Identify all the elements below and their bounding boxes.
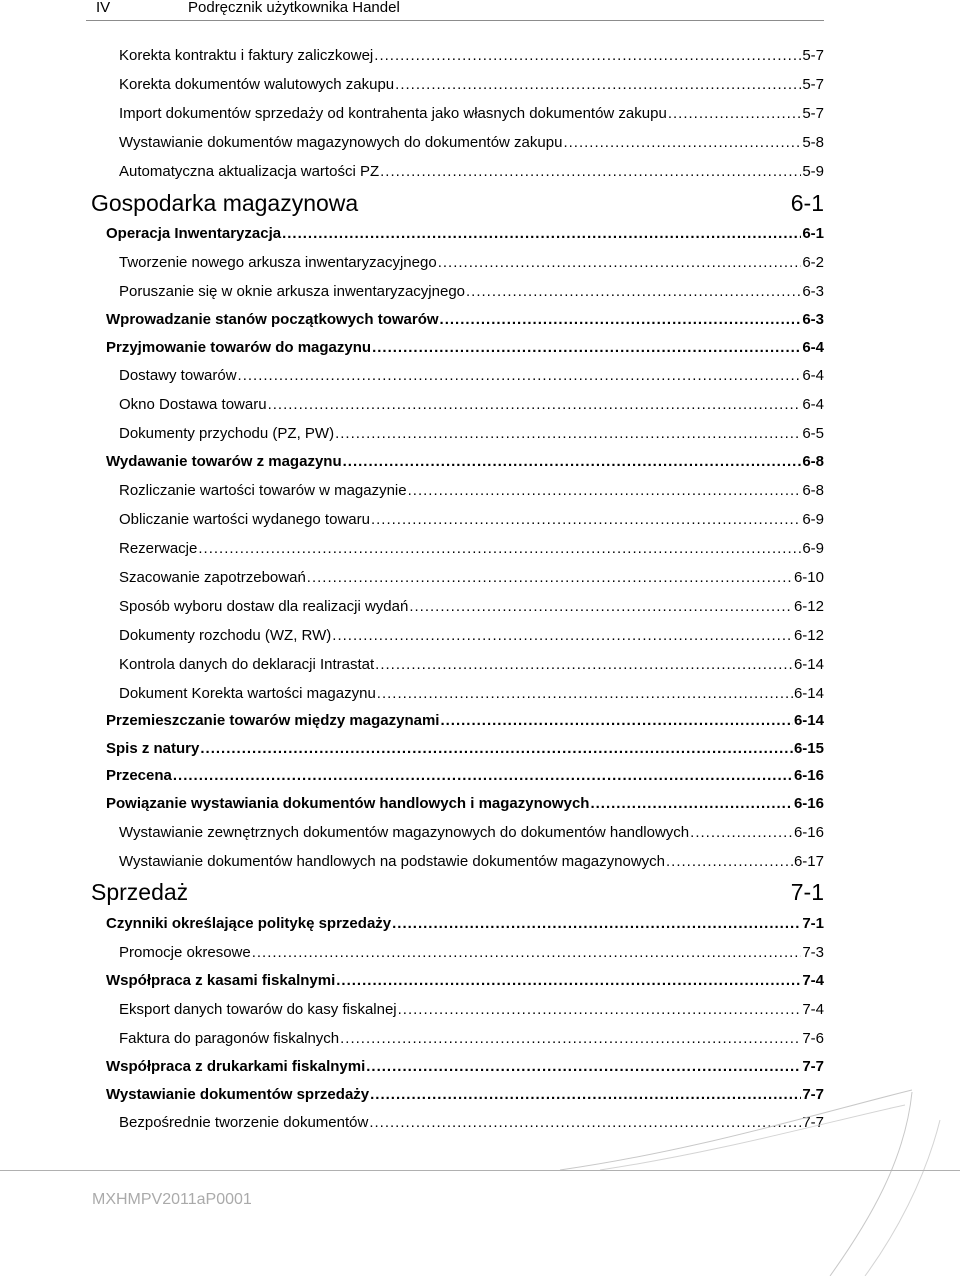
toc-dot-leader: [392, 915, 801, 932]
toc-subsection[interactable]: [119, 853, 824, 870]
toc-dot-leader: [377, 685, 793, 702]
toc-entry-title: Obliczanie wartości wydanego towaru: [119, 511, 370, 528]
toc-entry-title: Wystawianie dokumentów handlowych na podstawie dokumentów magazynowych: [119, 853, 665, 870]
toc-dot-leader: [336, 972, 801, 989]
toc-subsection[interactable]: [119, 283, 824, 300]
toc-entry-page: 7-7: [802, 1114, 824, 1131]
toc-dot-leader: [372, 339, 801, 356]
toc-dot-leader: [370, 1086, 801, 1103]
toc-subsection[interactable]: [119, 76, 824, 93]
toc-dot-leader: [690, 824, 793, 841]
toc-entry-title: Przyjmowanie towarów do magazynu: [106, 339, 372, 356]
toc-dot-leader: [466, 283, 801, 300]
toc-entry-title: Powiązanie wystawiania dokumentów handlowych i magazynowych: [106, 795, 590, 812]
toc-entry-page: 6-12: [793, 627, 824, 644]
footer-document-code: MXHMPV2011aP0001: [92, 1191, 252, 1208]
toc-dot-leader: [375, 656, 793, 673]
toc-section[interactable]: [106, 1058, 824, 1075]
toc-section[interactable]: [106, 740, 824, 757]
toc-section[interactable]: [106, 1086, 824, 1103]
toc-entry-page: 6-17: [793, 853, 824, 870]
toc-entry-page: 6-14: [793, 685, 824, 702]
toc-entry-title: Korekta kontraktu i faktury zaliczkowej: [119, 47, 374, 64]
toc-entry-page: 6-8: [802, 453, 824, 470]
toc-subsection[interactable]: [119, 627, 824, 644]
toc-dot-leader: [173, 767, 793, 784]
toc-entry-title: Rozliczanie wartości towarów w magazynie: [119, 482, 407, 499]
toc-entry-title: Korekta dokumentów walutowych zakupu: [119, 76, 395, 93]
toc-chapter-page: 7-1: [790, 879, 824, 905]
toc-subsection[interactable]: [119, 163, 824, 180]
toc-entry-title: Automatyczna aktualizacja wartości PZ: [119, 163, 380, 180]
toc-chapter[interactable]: [91, 879, 824, 906]
toc-entry-title: Wydawanie towarów z magazynu: [106, 453, 342, 470]
toc-subsection[interactable]: [119, 944, 824, 961]
toc-dot-leader: [332, 627, 793, 644]
toc-entry-page: 6-12: [793, 598, 824, 615]
toc-entry-title: Faktura do paragonów fiskalnych: [119, 1030, 340, 1047]
toc-entry-title: Operacja Inwentaryzacja: [106, 225, 282, 242]
toc-entry-page: 7-4: [802, 1001, 824, 1018]
toc-entry-page: 5-7: [802, 105, 824, 122]
toc-dot-leader: [268, 396, 802, 413]
toc-subsection[interactable]: [119, 367, 824, 384]
toc-section[interactable]: [106, 972, 824, 989]
toc-entry-page: 6-8: [802, 482, 824, 499]
toc-entry-title: Poruszanie się w oknie arkusza inwentaryzacyjnego: [119, 283, 466, 300]
toc-section[interactable]: [106, 795, 824, 812]
toc-entry-page: 6-4: [802, 367, 824, 384]
toc-dot-leader: [380, 163, 801, 180]
toc-dot-leader: [590, 795, 793, 812]
toc-entry-page: 6-10: [793, 569, 824, 586]
toc-dot-leader: [440, 712, 793, 729]
toc-entry-page: 7-7: [802, 1086, 824, 1103]
toc-entry-page: 7-6: [802, 1030, 824, 1047]
toc-subsection[interactable]: [119, 1030, 824, 1047]
toc-dot-leader: [369, 1114, 801, 1131]
toc-entry-page: 6-16: [793, 824, 824, 841]
toc-dot-leader: [395, 76, 801, 93]
toc-subsection[interactable]: [119, 598, 824, 615]
toc-dot-leader: [371, 511, 801, 528]
header-rule: [86, 20, 824, 21]
toc-dot-leader: [282, 225, 801, 242]
toc-entry-page: 6-2: [802, 254, 824, 271]
toc-entry-title: Dokumenty rozchodu (WZ, RW): [119, 627, 332, 644]
toc-dot-leader: [238, 367, 802, 384]
toc-subsection[interactable]: [119, 482, 824, 499]
toc-chapter-title: Sprzedaż: [91, 879, 189, 905]
toc-subsection[interactable]: [119, 1114, 824, 1131]
toc-entry-page: 6-5: [802, 425, 824, 442]
toc-entry-page: 6-1: [802, 225, 824, 242]
toc-subsection[interactable]: [119, 824, 824, 841]
toc-subsection[interactable]: [119, 540, 824, 557]
toc-dot-leader: [666, 853, 793, 870]
toc-subsection[interactable]: [119, 396, 824, 413]
header-book-title: Podręcznik użytkownika Handel: [188, 0, 400, 16]
toc-entry-page: 6-3: [802, 311, 824, 328]
toc-entry-title: Import dokumentów sprzedaży od kontrahenta jako własnych dokumentów zakupu: [119, 105, 667, 122]
toc-subsection[interactable]: [119, 656, 824, 673]
toc-section[interactable]: [106, 339, 824, 356]
toc-dot-leader: [374, 47, 801, 64]
toc-dot-leader: [343, 453, 802, 470]
toc-entry-title: Wystawianie dokumentów sprzedaży: [106, 1086, 370, 1103]
toc-section[interactable]: [106, 767, 824, 784]
toc-entry-page: 5-9: [802, 163, 824, 180]
toc-entry-page: 6-15: [793, 740, 824, 757]
toc-subsection[interactable]: [119, 569, 824, 586]
toc-subsection[interactable]: [119, 1001, 824, 1018]
toc-entry-page: 6-16: [793, 767, 824, 784]
toc-entry-page: 6-4: [802, 339, 824, 356]
toc-dot-leader: [198, 540, 801, 557]
toc-entry-title: Kontrola danych do deklaracji Intrastat: [119, 656, 375, 673]
toc-subsection[interactable]: [119, 685, 824, 702]
toc-chapter-title: Gospodarka magazynowa: [91, 190, 359, 216]
toc-entry-page: 7-7: [802, 1058, 824, 1075]
toc-entry-title: Współpraca z drukarkami fiskalnymi: [106, 1058, 366, 1075]
toc-entry-title: Dokument Korekta wartości magazynu: [119, 685, 376, 702]
toc-entry-title: Promocje okresowe: [119, 944, 251, 961]
toc-dot-leader: [409, 598, 793, 615]
toc-dot-leader: [440, 311, 802, 328]
toc-entry-page: 6-4: [802, 396, 824, 413]
toc-entry-title: Przemieszczanie towarów między magazynami: [106, 712, 440, 729]
toc-entry-title: Okno Dostawa towaru: [119, 396, 267, 413]
toc-subsection[interactable]: [119, 254, 824, 271]
toc-chapter[interactable]: [91, 190, 824, 217]
page-header: [0, 0, 960, 22]
toc-entry-page: 6-9: [802, 540, 824, 557]
toc-entry-title: Przecena: [106, 767, 172, 784]
toc-entry-title: Wystawianie zewnętrznych dokumentów magazynowych do dokumentów handlowych: [119, 824, 690, 841]
toc-dot-leader: [340, 1030, 801, 1047]
toc-entry-title: Szacowanie zapotrzebowań: [119, 569, 306, 586]
toc-entry-page: 5-7: [802, 47, 824, 64]
toc-subsection[interactable]: [119, 47, 824, 64]
toc-entry-title: Czynniki określające politykę sprzedaży: [106, 915, 392, 932]
toc-entry-title: Rezerwacje: [119, 540, 198, 557]
toc-entry-page: 5-7: [802, 76, 824, 93]
toc-entry-title: Wystawianie dokumentów magazynowych do dokumentów zakupu: [119, 134, 563, 151]
toc-dot-leader: [307, 569, 793, 586]
toc-subsection[interactable]: [119, 511, 824, 528]
toc-subsection[interactable]: [119, 134, 824, 151]
toc-entry-page: 6-14: [793, 712, 824, 729]
toc-dot-leader: [563, 134, 801, 151]
toc-entry-title: Sposób wyboru dostaw dla realizacji wydań: [119, 598, 409, 615]
toc-subsection[interactable]: [119, 105, 824, 122]
toc-section[interactable]: [106, 225, 824, 242]
toc-entry-title: Eksport danych towarów do kasy fiskalnej: [119, 1001, 397, 1018]
toc-chapter-page: 6-1: [790, 190, 824, 216]
toc-entry-title: Współpraca z kasami fiskalnymi: [106, 972, 336, 989]
toc-entry-page: 7-1: [802, 915, 824, 932]
toc-section[interactable]: [106, 453, 824, 470]
toc-dot-leader: [408, 482, 802, 499]
toc-section[interactable]: [106, 915, 824, 932]
toc-dot-leader: [398, 1001, 802, 1018]
toc-dot-leader: [335, 425, 801, 442]
toc-section[interactable]: [106, 311, 824, 328]
toc-entry-page: 5-8: [802, 134, 824, 151]
footer-rule: [0, 1170, 960, 1171]
toc-entry-page: 6-14: [793, 656, 824, 673]
toc-entry-page: 7-4: [802, 972, 824, 989]
header-page-number: IV: [96, 0, 111, 16]
toc-entry-title: Wprowadzanie stanów początkowych towarów: [106, 311, 439, 328]
toc-entry-title: Dostawy towarów: [119, 367, 237, 384]
toc-entry-title: Bezpośrednie tworzenie dokumentów: [119, 1114, 369, 1131]
toc-dot-leader: [668, 105, 802, 122]
toc-subsection[interactable]: [119, 425, 824, 442]
toc-entry-title: Spis z natury: [106, 740, 200, 757]
toc-entry-page: 7-3: [802, 944, 824, 961]
toc-entry-page: 6-3: [802, 283, 824, 300]
toc-dot-leader: [366, 1058, 801, 1075]
toc-entry-page: 6-9: [802, 511, 824, 528]
toc-entry-title: Tworzenie nowego arkusza inwentaryzacyjnego: [119, 254, 437, 271]
toc-dot-leader: [252, 944, 802, 961]
toc-dot-leader: [200, 740, 793, 757]
toc-entry-title: Dokumenty przychodu (PZ, PW): [119, 425, 335, 442]
toc-entry-page: 6-16: [793, 795, 824, 812]
toc-dot-leader: [438, 254, 802, 271]
toc-section[interactable]: [106, 712, 824, 729]
